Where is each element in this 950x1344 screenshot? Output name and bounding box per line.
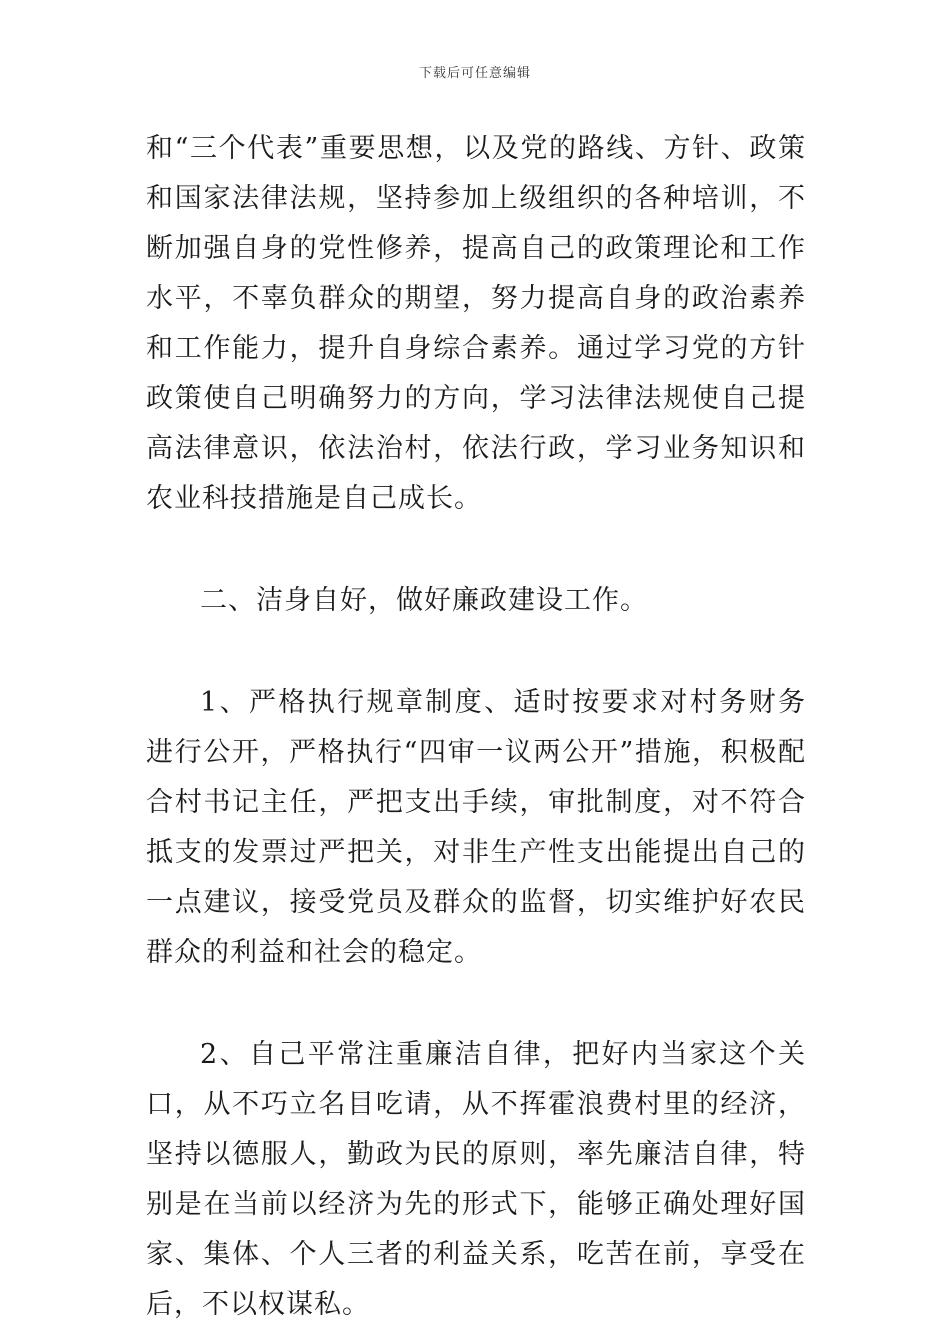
section-heading: 二、洁身自好，做好廉政建设工作。 [200,585,648,616]
paragraph-continuation: 和“三个代表”重要思想，以及党的路线、方针、政策和国家法律法规，坚持参加上级组织的各种培训，不断加强自身的党性修养，提高自己的政策理论和工作水平，不辜负群众的期望，努力提高自身的政治素养和工作能力，提升自身综合素养。通过学习党的方针政策使自己明确努力的方向，学习法律法规使自己提高法律意识，依法治村，依法行政，学习业务知识和农业科技措施是自己成长。 [146,133,806,514]
paragraph-item-2: 2、自己平常注重廉洁自律，把好内当家这个关口，从不巧立名目吃请，从不挥霍浪费村里的经济，坚持以德服人，勤政为民的原则，率先廉洁自律，特别是在当前以经济为先的形式下，能够正确处理好国家、集体、个人三者的利益关系，吃苦在前，享受在后，不以权谋私。 [146,1039,806,1320]
paragraph-gap [146,626,806,678]
paragraph-item-1: 1、严格执行规章制度、适时按要求对村务财务进行公开，严格执行“四审一议两公开”措施，积极配合村书记主任，严把支出手续，审批制度，对不符合抵支的发票过严把关，对非生产性支出能提出自己的一点建议，接受党员及群众的监督，切实维护好农民群众的利益和社会的稳定。 [146,687,806,968]
paragraph-gap [146,524,806,576]
page-header-note: 下载后可任意编辑 [418,66,531,81]
paragraph-gap [146,978,806,1030]
document-body [146,124,806,1330]
